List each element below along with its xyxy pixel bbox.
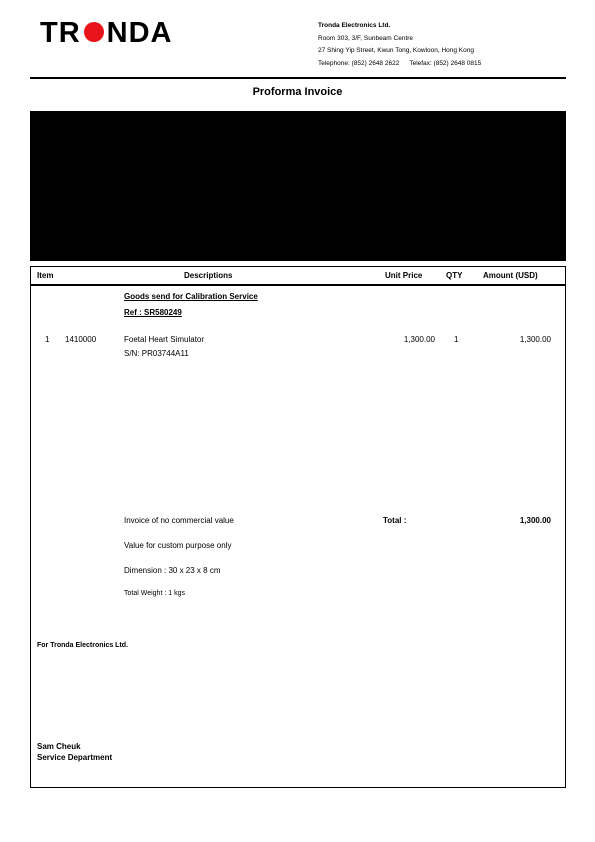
invoice-table-frame: [30, 266, 566, 788]
total-value: 1,300.00: [519, 516, 551, 525]
signatory-name: Sam Cheuk: [37, 742, 81, 751]
note-custom-purpose: Value for custom purpose only: [124, 541, 232, 550]
logo-text-right: NDA: [106, 17, 173, 49]
row-serial-number: S/N: PR03744A11: [124, 349, 189, 358]
row-description: Foetal Heart Simulator: [124, 335, 205, 344]
logo-text-left: TR: [40, 17, 81, 49]
total-label: Total :: [383, 516, 407, 525]
table-header-divider: [31, 284, 565, 286]
company-address-block: [318, 20, 481, 70]
column-header-amount: Amount (USD): [483, 271, 538, 280]
signatory-department: Service Department: [37, 753, 113, 762]
column-header-descriptions: Descriptions: [184, 271, 233, 280]
signature-company: For Tronda Electronics Ltd.: [37, 642, 129, 649]
document-title: Proforma Invoice: [252, 86, 343, 98]
row-amount: 1,300.00: [519, 335, 551, 344]
telephone: Telephone: (852) 2648 2622: [318, 59, 400, 67]
row-item-code: 1410000: [65, 335, 97, 344]
note-dimension: Dimension : 30 x 23 x 8 cm: [124, 566, 221, 575]
redacted-block: [30, 111, 566, 261]
row-item-number: 1: [45, 335, 50, 344]
row-qty: 1: [454, 335, 459, 344]
header-divider: [30, 77, 566, 79]
column-header-qty: QTY: [446, 271, 463, 280]
company-name: Tronda Electronics Ltd.: [318, 22, 391, 29]
telefax: Telefax: (852) 2648 0815: [409, 59, 482, 67]
note-total-weight: Total Weight : 1 kgs: [124, 590, 185, 597]
row-unit-price: 1,300.00: [403, 335, 435, 344]
note-no-commercial-value: Invoice of no commercial value: [124, 516, 234, 525]
column-header-unit-price: Unit Price: [385, 271, 423, 280]
column-header-item: Item: [37, 271, 54, 280]
contact-line: [318, 58, 481, 71]
address-line-2: 27 Shing Yip Street, Kwun Tong, Kowloon, Hong Kong: [318, 47, 474, 54]
reference-number: Ref : SR580249: [124, 308, 182, 317]
logo-red-dot-icon: [84, 22, 104, 42]
address-line-1: Room 303, 3/F, Sunbeam Centre: [318, 34, 414, 42]
section-heading: Goods send for Calibration Service: [124, 292, 258, 301]
company-logo: [40, 16, 173, 50]
